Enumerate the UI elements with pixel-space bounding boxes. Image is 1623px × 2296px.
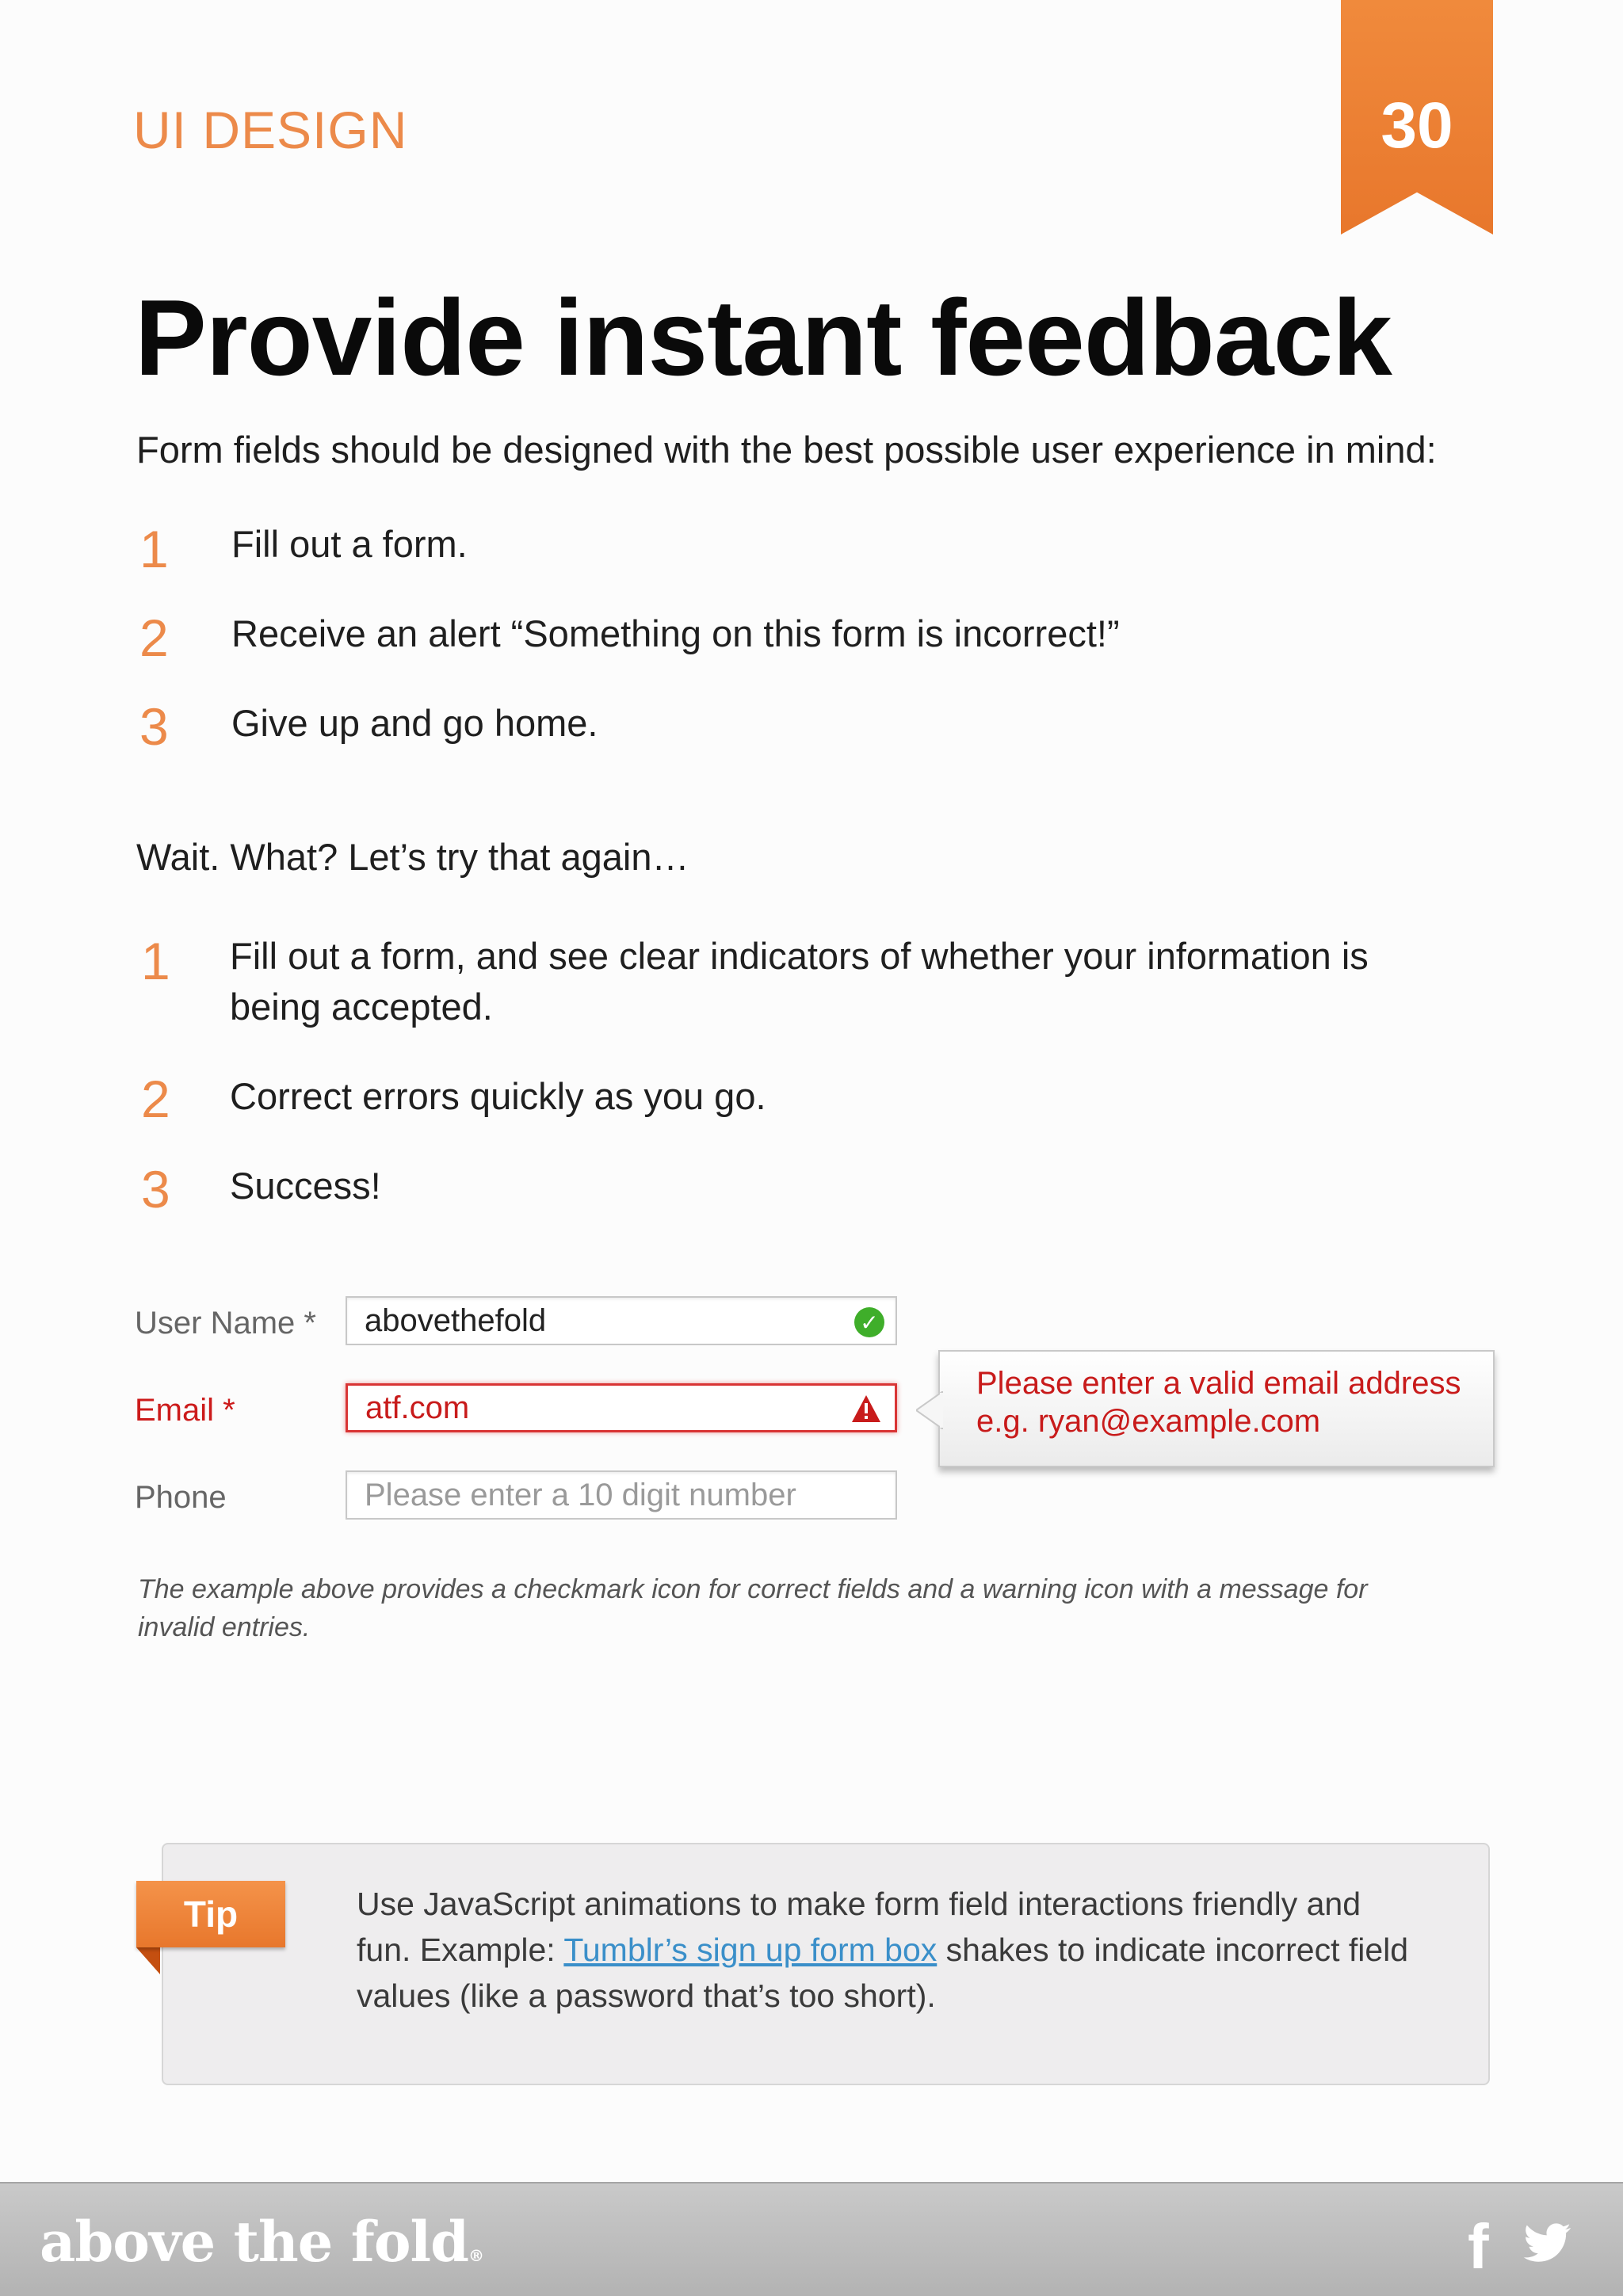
phone-field[interactable]	[346, 1470, 897, 1520]
step-number: 2	[139, 608, 169, 667]
tumblr-signup-link[interactable]: Tumblr’s sign up form box	[563, 1932, 938, 1968]
email-value: atf.com	[365, 1390, 470, 1425]
step-text: Correct errors quickly as you go.	[230, 1075, 766, 1117]
step-number: 3	[139, 697, 169, 756]
warning-icon	[850, 1394, 882, 1424]
page-number: 30	[1381, 90, 1453, 162]
step-number: 3	[141, 1160, 170, 1219]
step-text: Fill out a form, and see clear indicators of whether your information is	[230, 935, 1369, 977]
tip-line-suffix: shakes to indicate incorrect field	[937, 1932, 1409, 1968]
phone-label: Phone	[135, 1480, 227, 1515]
email-field[interactable]	[346, 1383, 897, 1432]
intro-text: Form fields should be designed with the best possible user experience in mind:	[136, 429, 1437, 471]
tip-tag-fold	[136, 1947, 160, 1974]
step-text: Success!	[230, 1165, 381, 1207]
caption-line: The example above provides a checkmark icon for correct fields and a warning icon with a message for	[138, 1574, 1368, 1604]
tip-tag: Tip	[136, 1881, 285, 1947]
example-caption	[138, 1570, 1406, 1646]
transition-text: Wait. What? Let’s try that again…	[136, 836, 689, 878]
step-text: Receive an alert “Something on this form is incorrect!”	[231, 612, 1120, 654]
email-label: Email *	[135, 1393, 235, 1428]
step-number: 1	[139, 520, 169, 578]
tip-text	[357, 1881, 1450, 2019]
brand-logo[interactable]	[40, 2209, 483, 2275]
checkmark-icon: ✓	[854, 1307, 884, 1337]
tooltip-pointer	[916, 1391, 943, 1429]
error-message	[976, 1364, 1461, 1440]
caption-line: invalid entries.	[138, 1612, 311, 1642]
step-text-continued: being accepted.	[230, 986, 493, 1028]
step-number: 2	[141, 1070, 170, 1128]
error-message-line: Please enter a valid email address	[976, 1366, 1461, 1401]
step-number: 1	[141, 932, 170, 990]
tip-line: Use JavaScript animations to make form field interactions friendly and	[357, 1886, 1361, 1922]
facebook-icon[interactable]: f	[1468, 2211, 1489, 2282]
username-label: User Name *	[135, 1306, 316, 1341]
page-title: Provide instant feedback	[135, 277, 1392, 398]
registered-mark: ®	[468, 2246, 484, 2265]
username-value: abovethefold	[365, 1302, 547, 1338]
twitter-icon[interactable]	[1523, 2223, 1572, 2263]
section-label: UI DESIGN	[133, 101, 408, 159]
phone-placeholder: Please enter a 10 digit number	[365, 1477, 796, 1512]
tip-line-prefix: fun. Example:	[357, 1932, 564, 1968]
tip-line: values (like a password that’s too short).	[357, 1978, 936, 2014]
step-text: Give up and go home.	[231, 702, 598, 744]
tip-line	[357, 1927, 1450, 1973]
brand-name: above the fold	[40, 2209, 469, 2275]
step-text: Fill out a form.	[231, 523, 468, 565]
error-example-line: e.g. ryan@example.com	[976, 1404, 1321, 1439]
username-field[interactable]	[346, 1296, 897, 1345]
